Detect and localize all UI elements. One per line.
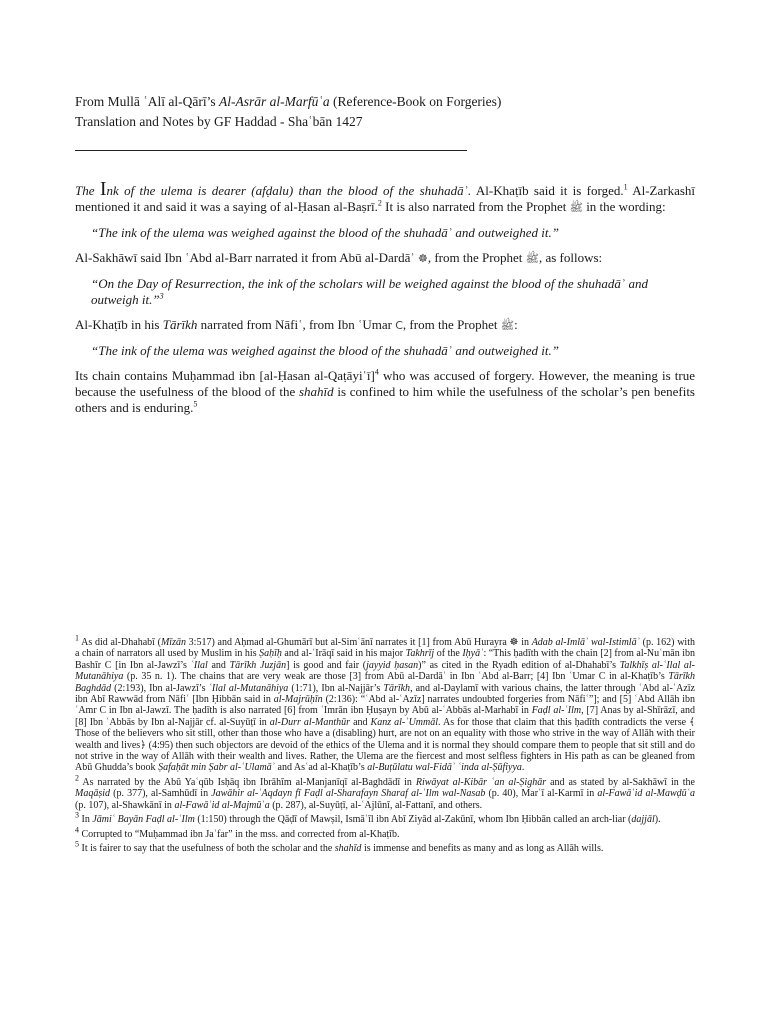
fn5-a: It is fairer to say that the usefulness of both the scholar and the [79, 842, 335, 854]
lead-rest: nk of the ulema is dearer (afḍalu) than the blood of the shuhadāʾ. [106, 183, 472, 198]
fn1-c: 3:517) and Aḥmad al-Ghumārī but al-Simʿānī narrates it [1] from Abū Hurayra ☸ in [185, 637, 532, 648]
fn3-d: dajjāl [631, 814, 655, 826]
fn1-ac: , [7] Anas by al-Shīrāzī, and [8] Ibn ʿAbbās by Ibn al-Najjār cf. al-Suyūṭī in [75, 705, 695, 728]
fn1-h: Takhrīj [405, 648, 435, 660]
fn1-t: Tārīkh Baghdād [75, 671, 695, 694]
footnote-1 [75, 633, 696, 774]
header-book-title: Al-Asrār al-Marfūʿa [218, 94, 330, 109]
p1-text-a: Al-Khaṭīb said it is forged. [471, 183, 624, 198]
fn1-ae: and [350, 716, 371, 728]
fn1-u: (2:193), Ibn al-Jawzī’s [111, 682, 209, 694]
fn3-b: Jāmiʿ Bayān Faḍl al-ʿIlm [92, 814, 195, 826]
fn1-m: and [207, 659, 230, 671]
fn1-l: ʿIlal [190, 659, 208, 671]
p2-text-b: , from the Prophet [427, 250, 526, 265]
p3-text-e: : [514, 317, 518, 332]
footnote-ref-4[interactable]: 4 [374, 367, 379, 377]
fn1-x: Tārīkh [383, 682, 411, 694]
fn5-c: is immense and benefits as many and as long as Allāh wills. [361, 842, 604, 854]
lead-hadith [75, 178, 472, 200]
fn1-ai: and Asʿad al-Khaṭīb’s [275, 762, 368, 774]
fn1-z: al-Majrūḥīn [273, 694, 323, 706]
fn2-g: (p. 40), Marʿī al-Karmī in [485, 788, 598, 800]
fn1-w: (1:71), Ibn al-Najjār’s [288, 682, 384, 694]
salawat-icon: ﷺ [500, 319, 515, 332]
fn1-af: Kanz al-ʿUmmāl [370, 716, 439, 728]
fn3-a: In [79, 814, 93, 826]
quote-2-text: “On the Day of Resurrection, the ink of the scholars will be weighed against the blood of the shuhadāʾ and outweigh it.” [91, 276, 649, 307]
paragraph-4 [75, 368, 695, 416]
header-source: From Mullā ʿAlī al-Qārī’s [75, 94, 219, 109]
fn1-k: : “This ḥadīth with the chain [2] from al-Nuʿmān ibn Bashīr C [in Ibn al-Jawzī’s [75, 648, 696, 671]
fn1-v: ʿIlal al-Mutanāhiya [208, 682, 289, 694]
p3-text-d: , from the Prophet [402, 317, 501, 332]
paragraph-2 [75, 250, 695, 267]
fn1-q: )” as cited in the Ryadh edition of al-Dhahabī’s [418, 659, 620, 671]
fn1-ag: . As for those that claim that this ḥadīth contradicts the verse ﴾Those of the believers who sit still, other than those who have a (disabling) hurt, are not on an equality with those who strive in the way of Allāh with their wealth and lives﴿ (4:95) then such objectors are devoid of the ethics of the Ulema and it is normal they should compare them to people that sit still and do not strive in the way of Allāh with their wealth and lives. Rather, the Ulema are the fiercest and most selfless fighters in His path as can be gleaned from Abū Ghudda’s book [75, 716, 695, 774]
fn1-aa: (2:136): “ʿAbd al-ʿAzīz] narrates undoubted forgeries from Nāfiʿ”]; and [5] ʿAbd Allāh ibn ʿAmr C in Ibn al-Jawzī. The ḥadīth is also narrated [6] from ʿImrān ibn Ḥuṣayn by Abū al-ʿAbbās al-Marhabī in [75, 694, 695, 717]
p1-text-d: in the wording: [582, 199, 666, 214]
footnote-ref-3[interactable]: 3 [159, 291, 164, 301]
fn1-e: (p. 162) with a chain of narrators all used by Muslim in his [75, 637, 695, 660]
fn2-e: (p. 377), al-Samhūdī in [110, 788, 212, 800]
fn2-d: Maqāṣid [75, 788, 110, 800]
quote-3: “The ink of the ulema was weighed against the blood of the shuhadāʾ and outweighed it.” [91, 343, 559, 358]
radiya-icon: ☸ [417, 252, 428, 265]
footnote-ref-5[interactable]: 5 [193, 399, 198, 409]
fn3-e: ). [654, 814, 661, 826]
fn1-aj: al-Buṭūlatu wal-Fidāʾ ʿinda al-Ṣūfiyya [367, 762, 522, 774]
footnote-number: 1 [75, 633, 79, 643]
fn2-a: As narrated by the Abū Yaʿqūb Isḥāq ibn Ibrāhīm al-Manjanīqī al-Baghdādī in [79, 776, 416, 788]
fn4-a: Corrupted to “Muḥammad ibn Jaʿfar” in the mss. and corrected from al-Khaṭīb. [79, 828, 400, 840]
fn2-b: Riwāyat al-Kibār ʿan al-Ṣighār [415, 776, 547, 788]
footnote-ref-1[interactable]: 1 [623, 182, 628, 192]
p3-text-a: Al-Khaṭīb in his [75, 317, 163, 332]
footnote-number: 4 [75, 825, 79, 835]
drop-letter: I [99, 178, 107, 200]
fn2-j: al-Fawāʾid al-Majmūʿa [174, 799, 270, 811]
footnote-5 [75, 839, 695, 854]
fn5-b: shahīd [334, 842, 362, 854]
fn1-g: and al-ʿIrāqī said in his major [281, 648, 406, 660]
fn1-a: As did al-Dhahabī ( [79, 637, 161, 648]
fn1-ad: al-Durr al-Manthūr [269, 716, 351, 728]
fn2-c: and as stated by al-Sakhāwī in the [546, 776, 695, 788]
fn1-ak: . [521, 762, 525, 774]
p2-text-c: , as follows: [538, 250, 603, 265]
p4-text-d: is confined to him while the usefulness of the scholar’s pen benefits others and is enduring. [75, 384, 695, 415]
quote-1: “The ink of the ulema was weighed against the blood of the shuhadāʾ and outweighed it.” [91, 225, 559, 240]
fn2-k: (p. 287), al-Suyūṭī, al-ʿAjlūnī, al-Fattanī, and others. [269, 799, 483, 811]
p2-text-a: Al-Sakhāwī said Ibn ʿAbd al-Barr narrated it from Abū al-Dardāʾ [75, 250, 418, 265]
fn1-ah: Ṣafaḥāt min Ṣabr al-ʿUlamāʾ [158, 762, 276, 774]
fn1-o: ] is good and fair ( [286, 659, 367, 671]
lead-the: The [75, 183, 100, 198]
header-subtitle: (Reference-Book on Forgeries) [329, 94, 502, 109]
fn1-ab: Faḍl al-ʿIlm [531, 705, 582, 717]
footnote-2 [75, 773, 695, 811]
p3-title: Tārīkh [162, 317, 198, 332]
fn1-y: , and al-Daylamī with various chains, the latter through ʿAbd al-ʿAzīz ibn Abī Rawwād from Nāfiʿ [Ibn Ḥibbān said in [75, 682, 695, 706]
footnotes [75, 633, 696, 857]
header-line-2: Translation and Notes by GF Haddad - Shaʿbān 1427 [75, 114, 363, 129]
fn1-b: Mīzān [160, 637, 186, 648]
p4-term: shahīd [298, 384, 334, 399]
footnote-number: 5 [75, 839, 79, 849]
fn3-c: (1:150) through the Qāḍī of Mawṣil, Ismāʿīl ibn Abī Ziyād al-Zakūnī, whom Ibn Ḥibbān called an arch-liar ( [194, 814, 632, 826]
fn1-f: Ṣaḥīḥ [259, 648, 282, 660]
p3-text-c: narrated from Nāfiʿ, from Ibn ʿUmar [197, 317, 396, 332]
footnote-number: 2 [75, 773, 79, 783]
p4-text-b: who was accused of forgery. However, the meaning is true because the usefulness of the blood of the [75, 368, 695, 399]
p1-text-c: It is also narrated from the Prophet [381, 199, 570, 214]
fn2-f: Jawāhir al-ʿAqdayn fī Faḍl al-Sharafayn Sharaf al-ʿIlm wal-Nasab [211, 788, 486, 800]
fn1-p: jayyid ḥasan [366, 659, 419, 671]
footnote-4 [75, 825, 695, 840]
salawat-icon: ﷺ [569, 201, 583, 214]
fn1-d: Adab al-Imlāʾ wal-Istimlāʾ [531, 637, 640, 648]
quote-2 [75, 276, 695, 308]
paragraph-1 [75, 178, 696, 216]
header-divider [75, 150, 467, 151]
footnote-number: 3 [75, 810, 79, 820]
p1-text-b: Al-Zarkashī mentioned it and said it was a saying of al-Ḥasan al-Baṣrī. [75, 183, 696, 214]
footnote-3 [75, 810, 695, 826]
fn1-i: of the [434, 648, 463, 660]
paragraph-3 [75, 317, 695, 334]
document-page [75, 92, 695, 425]
header-line-1 [75, 92, 695, 112]
fn1-r: Talkhīṣ al-ʿIlal al-Mutanāhiya [75, 659, 696, 683]
p4-text-a: Its chain contains Muḥammad ibn [al-Ḥasan al-Qaṭāyiʿī] [75, 368, 375, 383]
fn1-n: Tārīkh Juzjān [229, 659, 287, 671]
fn1-s: (p. 35 n. 1). The chains that are very weak are those [3] from Abū al-Dardāʾ in Ibn ʿAbd al-Barr; [4] Ibn ʿUmar C in al-Khaṭīb’s [123, 671, 669, 683]
footnote-ref-2[interactable]: 2 [377, 198, 382, 208]
main-text [75, 178, 696, 416]
salawat-icon: ﷺ [525, 252, 539, 265]
fn1-j: Iḥyāʾ [462, 648, 484, 660]
fn2-h: al-Fawāʾid al-Mawḍūʿa [597, 788, 695, 800]
fn2-i: (p. 107), al-Shawkānī in [75, 799, 175, 811]
radiya-icon: C [395, 319, 403, 332]
